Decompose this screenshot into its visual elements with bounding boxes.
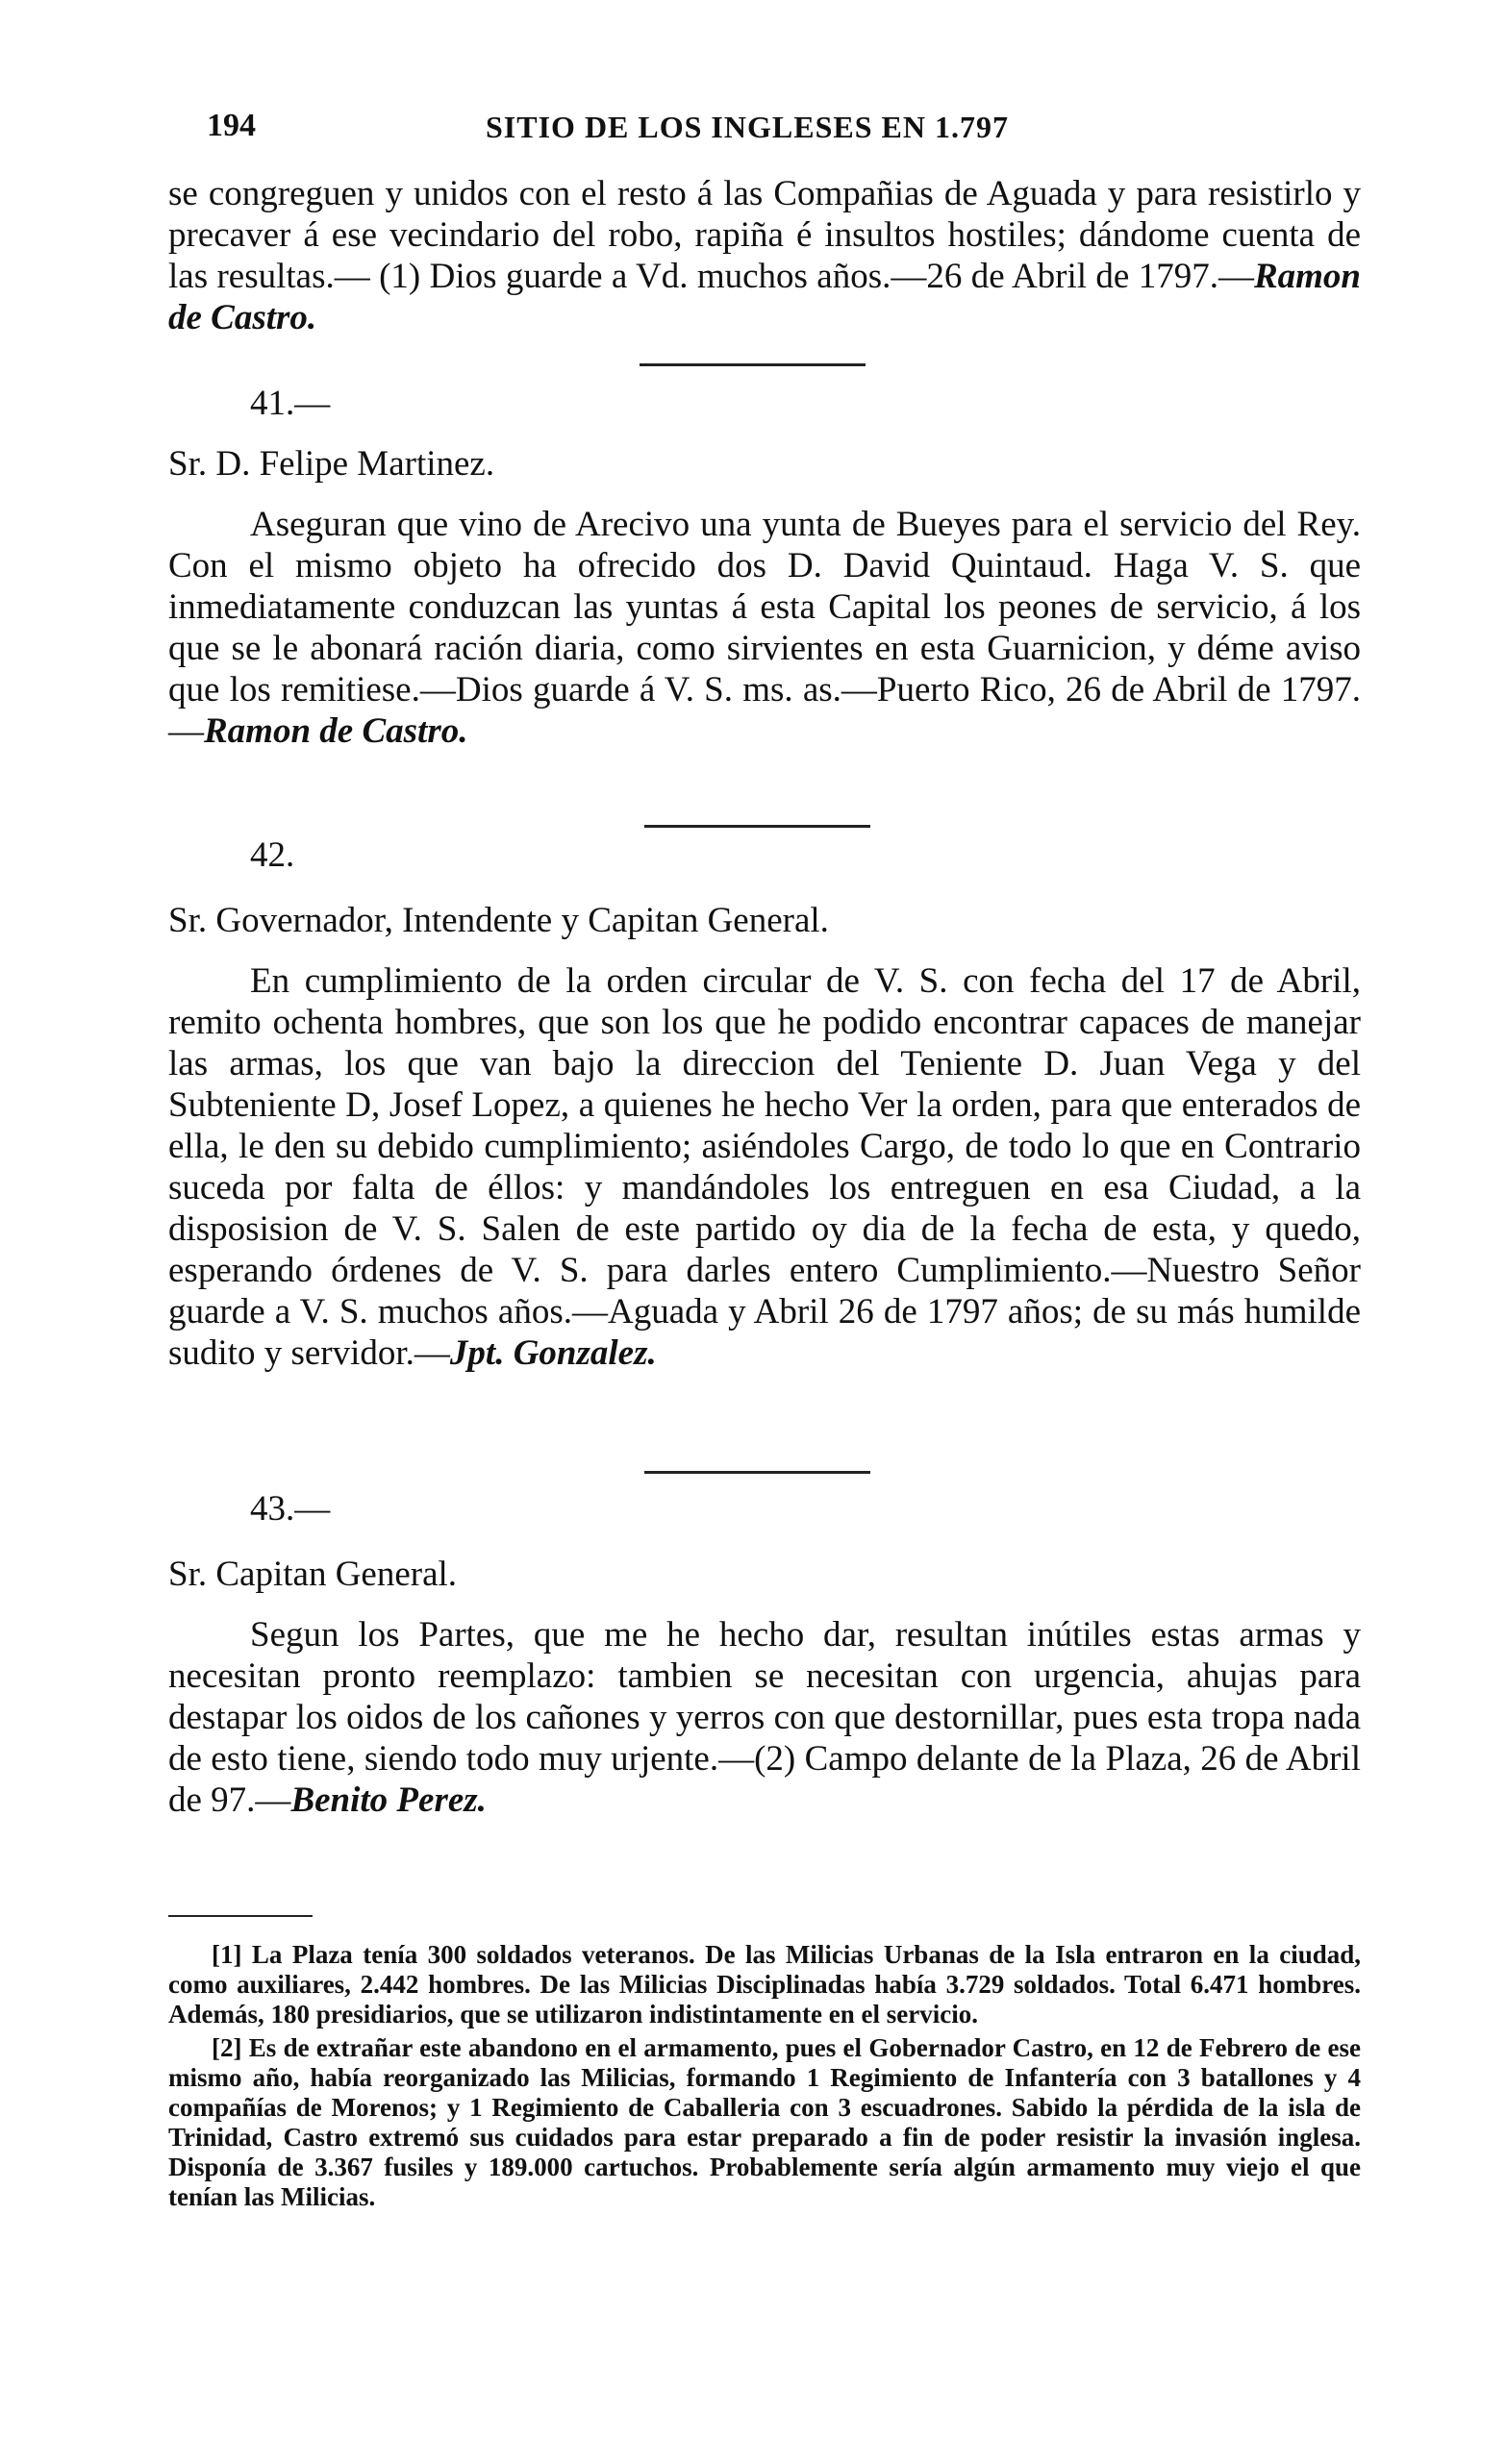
- addressee: Sr. Governador, Intendente y Capitan General.: [168, 901, 829, 940]
- separator-rule: [644, 1471, 870, 1474]
- running-title: SITIO DE LOS INGLESES EN 1.797: [486, 110, 1009, 144]
- document-text: En cumplimiento de la orden circular de V. S. con fecha del 17 de Abril, remito ochenta hombres, que son los que he podido encontrar capaces de manejar las armas, los que van bajo la direccion del Teniente D. Juan Vega y del Subteniente D, Josef Lopez, a quienes he hecho Ver la orden, para que enterados de ella, le den su debido cumplimiento; asiéndoles Cargo, de todo lo que en Contrario suceda por falta de éllos: y mandándoles los entreguen en esa Ciudad, a la disposision de V. S. Salen de este partido oy dia de la fecha de esta, y quedo, esperando órdenes de V. S. para darles entero Cumplimiento.—Nuestro Señor guarde a V. S. muchos años.—Aguada y Abril 26 de 1797 años; de su más humilde sudito y servidor.—: [168, 961, 1361, 1373]
- footnote-text: La Plaza tenía 300 soldados veteranos. De las Milicias Urbanas de la Isla entraron en la ciudad, como auxiliares, 2.442 hombres. De las Milicias Disciplinadas había 3.729 soldados. Total 6.471 hombres. Además, 180 presidiarios, que se utilizaron indistintamente en el servicio.: [168, 1940, 1362, 2028]
- continuation-block: [168, 173, 1361, 338]
- document-number: 41.—: [250, 384, 331, 423]
- continuation-text: se congreguen y unidos con el resto á las Compañias de Aguada y para resistirlo y precaver á ese vecindario del robo, rapiña é insultos hostiles; dándome cuenta de las resultas.— (1) Dios guarde a Vd. muchos años.—26 de Abril de 1797.—: [168, 174, 1361, 296]
- signature: Benito Perez.: [290, 1780, 487, 1820]
- signature: Ramon de Castro.: [204, 711, 468, 751]
- footnote-rule: [168, 1915, 313, 1917]
- document-paragraph: [168, 1614, 1361, 1821]
- page-header: [207, 108, 1168, 165]
- footnote: [168, 2033, 1361, 2212]
- document-42: [168, 834, 1361, 1374]
- footnote-text: Es de extrañar este abandono en el armamento, pues el Gobernador Castro, en 12 de Febrero de ese mismo año, había reorganizado las Milicias, formando 1 Regimiento de Infantería con 3 batallones y 4 compañías de Morenos; y 1 Regimiento de Caballeria con 3 escuadrones. Sabido la pérdida de la isla de Trinidad, Castro extremó sus cuidados para estar preparado a fin de poder resistir la invasión inglesa. Disponía de 3.367 fusiles y 189.000 cartuchos. Probablemente sería algún armamento muy viejo el que tenían las Milicias.: [168, 2033, 1362, 2211]
- separator-rule: [644, 825, 870, 828]
- document-text: Segun los Partes, que me he hecho dar, resultan inútiles estas armas y necesitan pronto reemplazo: tambien se necesitan con urgencia, ahujas para destapar los oidos de los cañones y yerros con que destornillar, pues esta tropa nada de esto tiene, siendo todo muy urjente.—(2) Campo delante de la Plaza, 26 de Abril de 97.—: [168, 1615, 1361, 1820]
- document-43: [168, 1488, 1361, 1821]
- footnotes: [168, 1940, 1361, 2212]
- continuation-paragraph: [168, 173, 1361, 338]
- addressee: Sr. Capitan General.: [168, 1555, 458, 1594]
- separator-rule: [640, 363, 866, 366]
- continuation-signature: Ramon de Castro.: [168, 257, 1361, 337]
- footnote-mark: [1]: [212, 1940, 242, 1969]
- addressee: Sr. D. Felipe Martinez.: [168, 444, 495, 484]
- signature: Jpt. Gonzalez.: [449, 1333, 657, 1373]
- footnote-mark: [2]: [212, 2033, 242, 2062]
- document-41: [168, 383, 1361, 752]
- page-number: 194: [207, 108, 256, 143]
- document-number: 42.: [250, 835, 295, 875]
- document-text: Aseguran que vino de Arecivo una yunta de Bueyes para el servicio del Rey. Con el mismo objeto ha ofrecido dos D. David Quintaud. Haga V. S. que inmediatamente conduzcan las yuntas á esta Capital los peones de servicio, á los que se le abonará ración diaria, como sirvientes en esta Guarnicion, y déme aviso que los remitiese.—Dios guarde á V. S. ms. as.—Puerto Rico, 26 de Abril de 1797.—: [168, 505, 1361, 751]
- document-paragraph: [168, 960, 1361, 1374]
- document-number: 43.—: [250, 1489, 331, 1529]
- footnote: [168, 1940, 1361, 2029]
- document-paragraph: [168, 504, 1361, 752]
